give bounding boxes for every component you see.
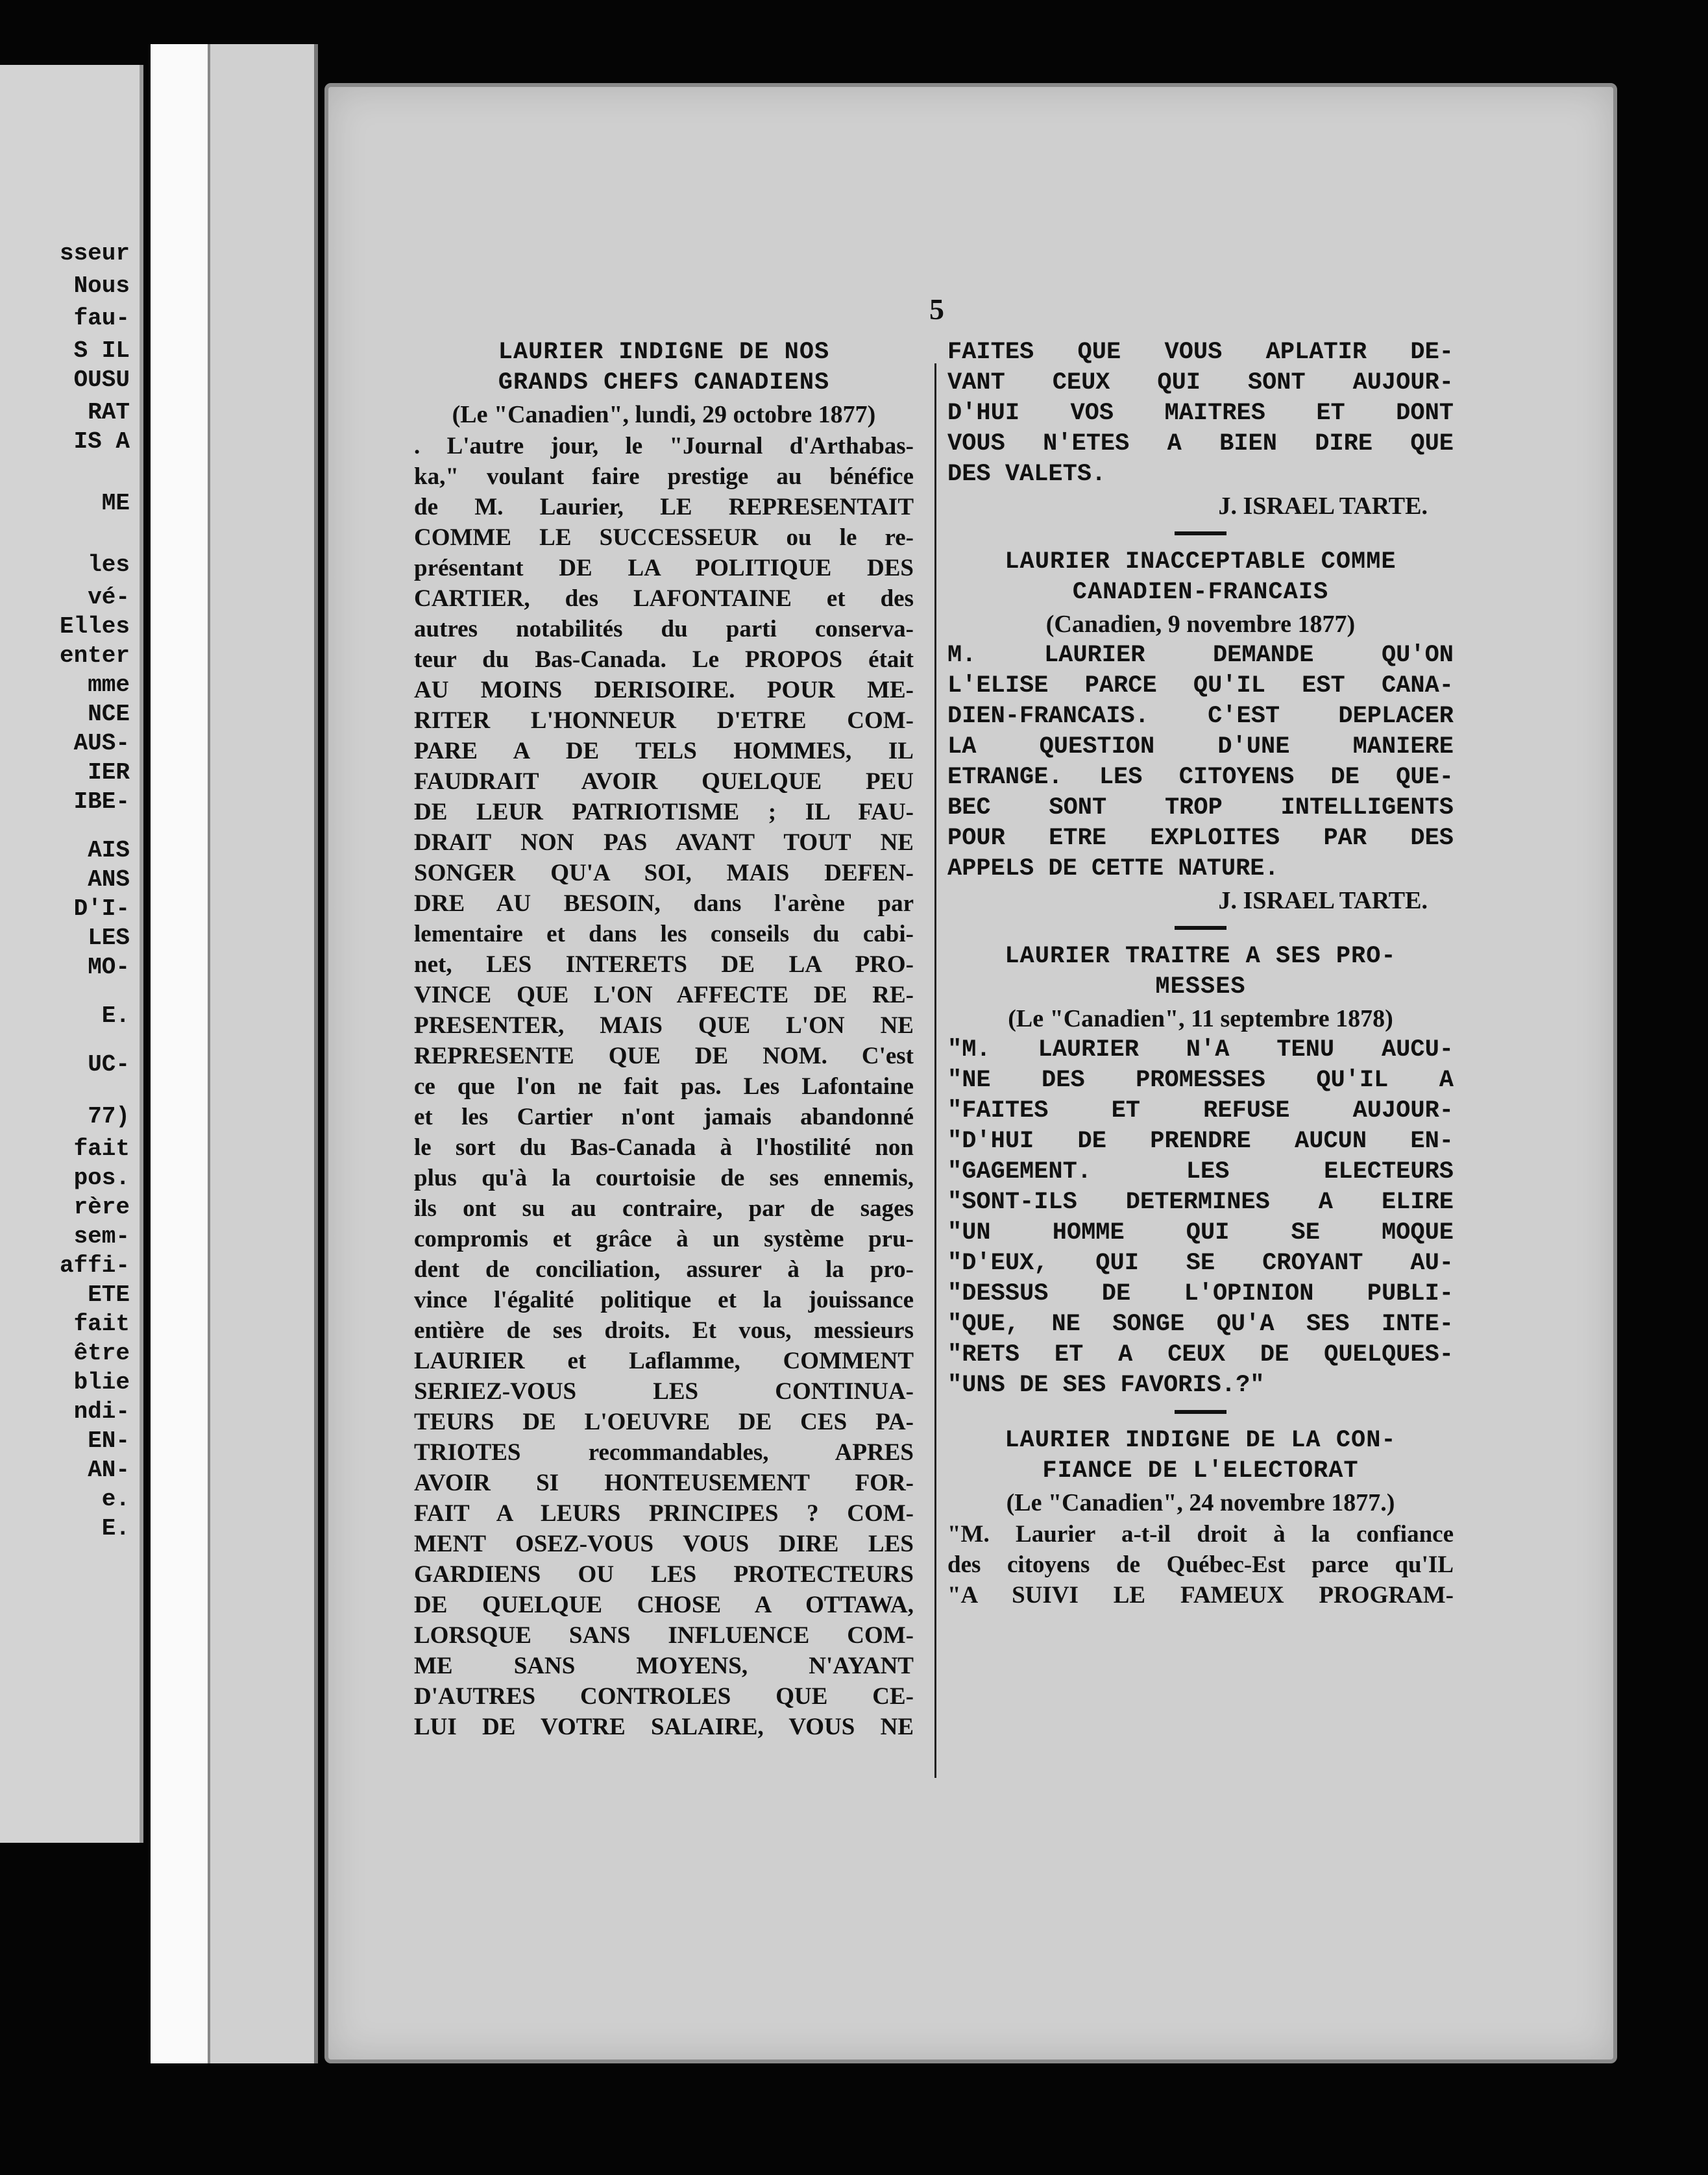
article-source: (Le "Canadien", 24 novembre 1877.) (1006, 1489, 1395, 1516)
text-line: autres notabilités du parti conserva- (414, 616, 914, 642)
text-line: M. LAURIER DEMANDE QU'ON (947, 642, 1454, 669)
text-line: POUR ETRE EXPLOITES PAR DES (947, 825, 1454, 852)
text-line: CARTIER, des LAFONTAINE et des (414, 585, 914, 612)
heading-line: LAURIER INDIGNE DE NOS (498, 339, 830, 366)
right-column (947, 337, 1454, 1610)
text-line: "D'HUI DE PRENDRE AUCUN EN- (947, 1128, 1454, 1155)
section-divider (1175, 926, 1226, 930)
article-body (947, 1519, 1454, 1610)
fragment-text: E. (101, 1002, 130, 1029)
heading-line: FIANCE DE L'ELECTORAT (1042, 1457, 1359, 1485)
text-line: LAURIER et Laflamme, COMMENT (414, 1348, 914, 1374)
fragment-text: fau- (73, 305, 130, 332)
text-line: vince l'égalité politique et la jouissance (414, 1287, 914, 1313)
text-line: AU MOINS DERISOIRE. POUR ME- (414, 677, 914, 703)
fragment-text: sem- (73, 1223, 130, 1250)
text-line: des citoyens de Québec-Est parce qu'IL (947, 1551, 1454, 1578)
text-line: VOUS N'ETES A BIEN DIRE QUE (947, 430, 1454, 457)
heading-line: GRANDS CHEFS CANADIENS (498, 369, 830, 396)
article-heading (947, 942, 1454, 1002)
text-line: FAIT A LEURS PRINCIPES ? COM- (414, 1500, 914, 1527)
text-line: ETRANGE. LES CITOYENS DE QUE- (947, 764, 1454, 791)
fragment-text: Elles (59, 613, 130, 640)
fragment-text: les (88, 552, 130, 578)
fragment-text: NCE (88, 701, 130, 727)
article-body (947, 640, 1454, 884)
text-line: lementaire et dans les conseils du cabi- (414, 921, 914, 947)
fragment-text: E. (101, 1515, 130, 1542)
heading-line: LAURIER INDIGNE DE LA CON- (1005, 1427, 1397, 1454)
text-line: MENT OSEZ-VOUS VOUS DIRE LES (414, 1531, 914, 1557)
text-line: "GAGEMENT. LES ELECTEURS (947, 1158, 1454, 1185)
signature: J. ISRAEL TARTE. (1218, 887, 1428, 914)
section-divider (1175, 1410, 1226, 1414)
fragment-text: ETE (88, 1282, 130, 1308)
text-line: COMME LE SUCCESSEUR ou le re- (414, 524, 914, 551)
fragment-text: rère (73, 1194, 130, 1221)
heading-line: LAURIER TRAITRE A SES PRO- (1005, 943, 1397, 970)
fragment-text: EN- (88, 1428, 130, 1454)
text-line: dent de conciliation, assurer à la pro- (414, 1256, 914, 1283)
text-line: DRE AU BESOIN, dans l'arène par (414, 890, 914, 917)
article-heading (947, 1426, 1454, 1487)
text-line: net, LES INTERETS DE LA PRO- (414, 951, 914, 978)
fragment-text: IS A (73, 428, 130, 455)
text-line: REPRESENTE QUE DE NOM. C'est (414, 1043, 914, 1069)
binding-strip (151, 44, 210, 2063)
fragment-text: 77) (88, 1103, 130, 1130)
text-line: entière de ses droits. Et vous, messieurs (414, 1317, 914, 1344)
text-line: teur du Bas-Canada. Le PROPOS était (414, 646, 914, 673)
heading-line: LAURIER INACCEPTABLE COMME (1005, 548, 1397, 576)
fragment-text: fait (73, 1311, 130, 1337)
text-line: "A SUIVI LE FAMEUX PROGRAM- (947, 1582, 1454, 1609)
facing-page-fragment (0, 65, 143, 1843)
fragment-text: pos. (73, 1165, 130, 1191)
text-line: L'ELISE PARCE QU'IL EST CANA- (947, 672, 1454, 699)
fragment-text: LES (88, 925, 130, 951)
text-line: FAITES QUE VOUS APLATIR DE- (947, 339, 1454, 366)
text-line: "M. Laurier a-t-il droit à la confiance (947, 1521, 1454, 1548)
text-line: "DESSUS DE L'OPINION PUBLI- (947, 1280, 1454, 1307)
signature: J. ISRAEL TARTE. (1218, 492, 1428, 520)
text-line: "SONT-ILS DETERMINES A ELIRE (947, 1189, 1454, 1216)
text-line: "QUE, NE SONGE QU'A SES INTE- (947, 1311, 1454, 1338)
heading-line: MESSES (1155, 973, 1246, 1001)
fragment-text: sseur (59, 240, 130, 267)
fragment-text: e. (101, 1486, 130, 1513)
fragment-text: AIS (88, 837, 130, 864)
article-body (414, 431, 914, 1742)
text-line: VINCE QUE L'ON AFFECTE DE RE- (414, 982, 914, 1008)
fragment-text: affi- (59, 1252, 130, 1279)
text-line: LUI DE VOTRE SALAIRE, VOUS NE (414, 1714, 914, 1740)
text-line: "RETS ET A CEUX DE QUELQUES- (947, 1341, 1454, 1368)
text-line: AVOIR SI HONTEUSEMENT FOR- (414, 1470, 914, 1496)
continued-text (947, 337, 1454, 490)
text-line: DE QUELQUE CHOSE A OTTAWA, (414, 1592, 914, 1618)
text-line: "NE DES PROMESSES QU'IL A (947, 1067, 1454, 1094)
text-line: DRAIT NON PAS AVANT TOUT NE (414, 829, 914, 856)
text-line: D'AUTRES CONTROLES QUE CE- (414, 1683, 914, 1710)
fragment-text: S IL (73, 337, 130, 364)
text-line: SERIEZ-VOUS LES CONTINUA- (414, 1378, 914, 1405)
text-line: PRESENTER, MAIS QUE L'ON NE (414, 1012, 914, 1039)
fragment-text: Nous (73, 273, 130, 299)
page-number: 5 (929, 293, 944, 326)
text-line: VANT CEUX QUI SONT AUJOUR- (947, 369, 1454, 396)
text-line: "UNS DE SES FAVORIS.?" (947, 1372, 1265, 1399)
text-line: DES VALETS. (947, 461, 1106, 488)
text-line: LORSQUE SANS INFLUENCE COM- (414, 1622, 914, 1649)
fragment-text: fait (73, 1136, 130, 1162)
left-column (414, 337, 914, 1742)
page-gutter (210, 44, 318, 2063)
text-line: TRIOTES recommandables, APRES (414, 1439, 914, 1466)
text-line: DE LEUR PATRIOTISME ; IL FAU- (414, 799, 914, 825)
text-line: "UN HOMME QUI SE MOQUE (947, 1219, 1454, 1246)
text-line: DIEN-FRANCAIS. C'EST DEPLACER (947, 703, 1454, 730)
article-body (947, 1035, 1454, 1401)
article-heading (947, 547, 1454, 608)
text-line: BEC SONT TROP INTELLIGENTS (947, 794, 1454, 821)
fragment-text: AUS- (73, 730, 130, 757)
section-divider (1175, 531, 1226, 535)
fragment-text: vé- (88, 584, 130, 611)
text-line: ils ont su au contraire, par de sages (414, 1195, 914, 1222)
heading-line: CANADIEN-FRANCAIS (1072, 579, 1329, 606)
fragment-text: IER (88, 759, 130, 786)
article-source: (Le "Canadien", lundi, 29 octobre 1877) (452, 401, 876, 428)
fragment-text: D'I- (73, 895, 130, 922)
fragment-text: RAT (88, 399, 130, 426)
text-line: LA QUESTION D'UNE MANIERE (947, 733, 1454, 760)
text-line: SONGER QU'A SOI, MAIS DEFEN- (414, 860, 914, 886)
article-heading (414, 337, 914, 398)
text-line: FAUDRAIT AVOIR QUELQUE PEU (414, 768, 914, 795)
text-line: RITER L'HONNEUR D'ETRE COM- (414, 707, 914, 734)
fragment-text: ndi- (73, 1398, 130, 1425)
text-line: APPELS DE CETTE NATURE. (947, 855, 1279, 882)
text-line: le sort du Bas-Canada à l'hostilité non (414, 1134, 914, 1161)
fragment-text: AN- (88, 1457, 130, 1483)
fragment-text: ANS (88, 866, 130, 893)
fragment-text: MO- (88, 954, 130, 980)
text-line: présentant DE LA POLITIQUE DES (414, 555, 914, 581)
text-line: ME SANS MOYENS, N'AYANT (414, 1653, 914, 1679)
text-line: "FAITES ET REFUSE AUJOUR- (947, 1097, 1454, 1124)
text-line: et les Cartier n'ont jamais abandonné (414, 1104, 914, 1130)
text-line: de M. Laurier, LE REPRESENTAIT (414, 494, 914, 520)
fragment-text: IBE- (73, 788, 130, 815)
column-divider (934, 363, 936, 1778)
fragment-text: mme (88, 672, 130, 698)
fragment-text: blie (73, 1369, 130, 1396)
text-line: GARDIENS OU LES PROTECTEURS (414, 1561, 914, 1588)
text-line: plus qu'à la courtoisie de ses ennemis, (414, 1165, 914, 1191)
text-line: . L'autre jour, le "Journal d'Arthabas- (414, 433, 914, 459)
fragment-text: être (73, 1340, 130, 1367)
text-line: ce que l'on ne fait pas. Les Lafontaine (414, 1073, 914, 1100)
fragment-text: ME (101, 490, 130, 516)
text-line: compromis et grâce à un système pru- (414, 1226, 914, 1252)
text-line: PARE A DE TELS HOMMES, IL (414, 738, 914, 764)
text-line: TEURS DE L'OEUVRE DE CES PA- (414, 1409, 914, 1435)
fragment-text: OUSU (73, 367, 130, 393)
text-line: D'HUI VOS MAITRES ET DONT (947, 400, 1454, 427)
text-line: "D'EUX, QUI SE CROYANT AU- (947, 1250, 1454, 1277)
text-line: "M. LAURIER N'A TENU AUCU- (947, 1036, 1454, 1063)
text-line: ka," voulant faire prestige au bénéfice (414, 463, 914, 490)
article-source: (Le "Canadien", 11 septembre 1878) (1008, 1005, 1393, 1032)
article-source: (Canadien, 9 novembre 1877) (1045, 611, 1356, 638)
fragment-text: enter (59, 642, 130, 669)
fragment-text: UC- (88, 1051, 130, 1078)
